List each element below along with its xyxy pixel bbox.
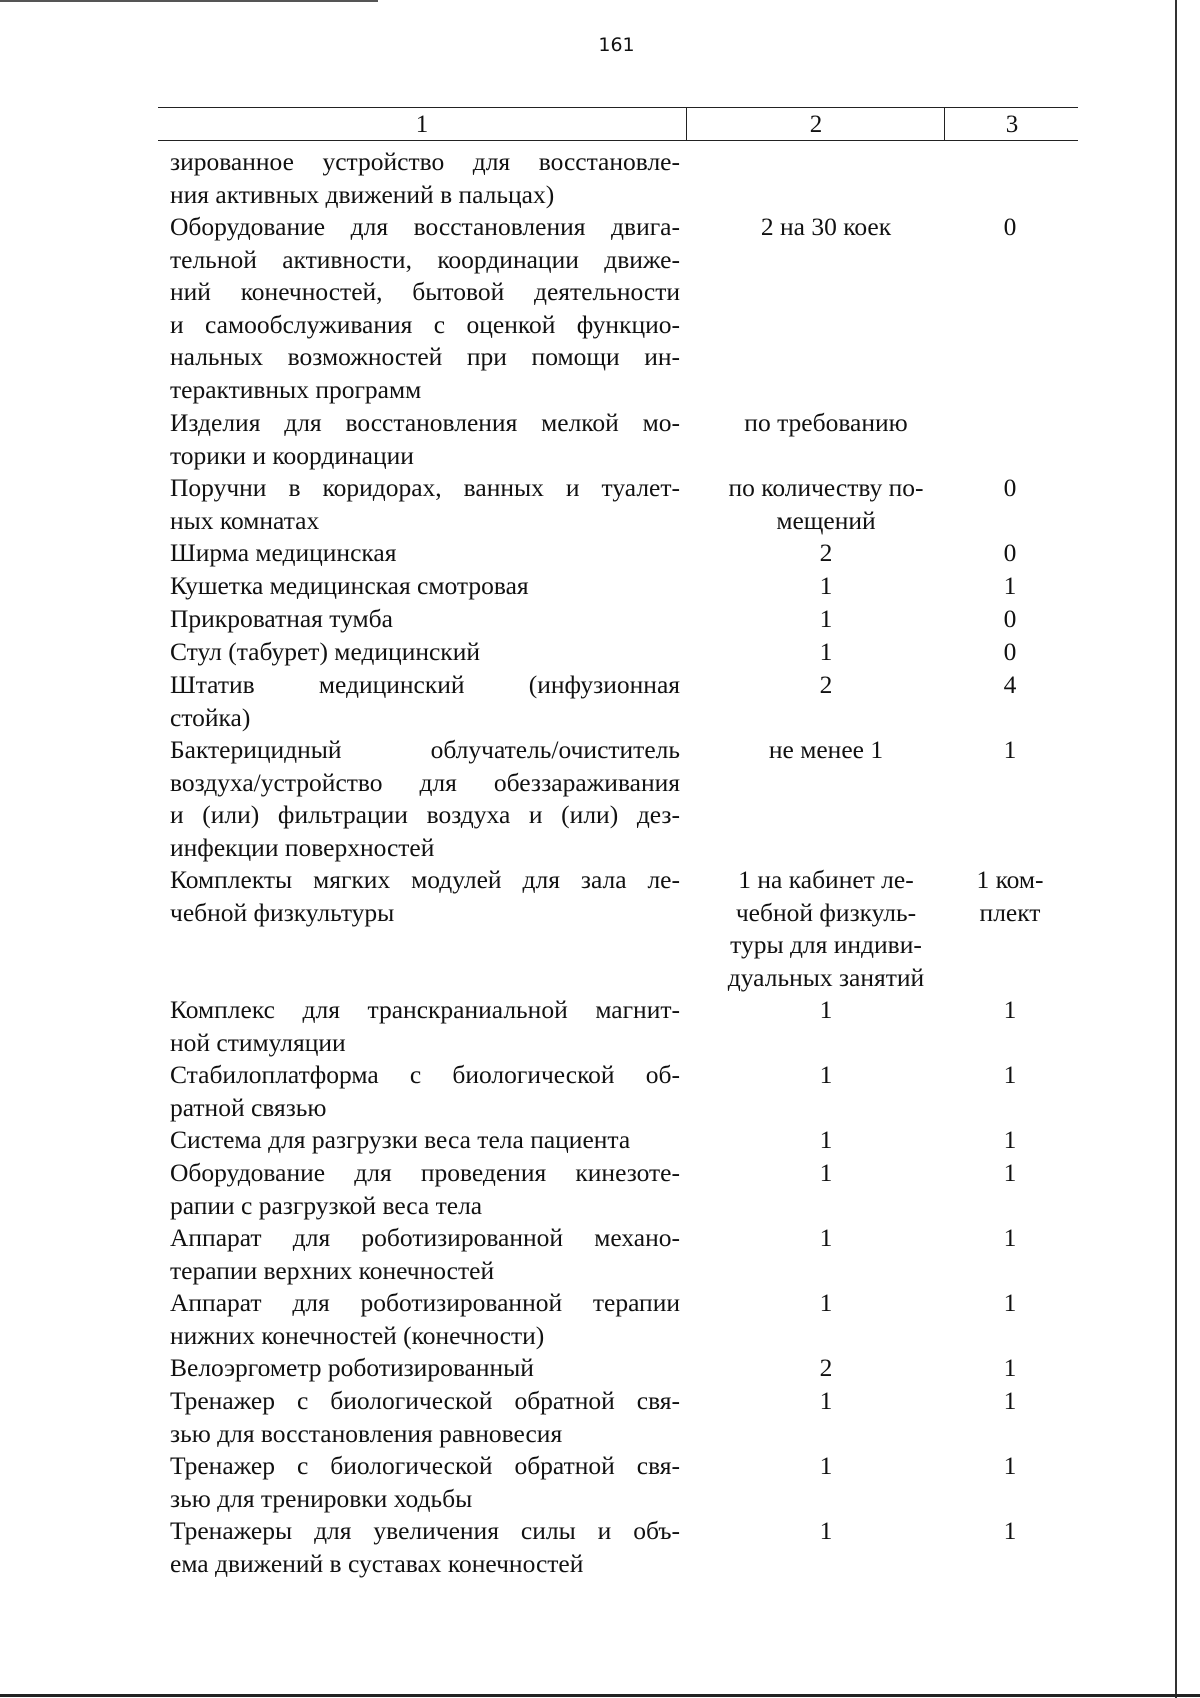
item-column-3: 0 [1003, 212, 1017, 241]
item-quantity: 1 [819, 571, 833, 600]
item-name: Стул (табурет) медицинский [170, 637, 480, 666]
table-row [170, 537, 1050, 570]
item-name: Аппарат для роботизированной механо- терапии верхних конечностей [170, 1223, 680, 1285]
item-name: Изделия для восстановления мелкой мо- торики и координации [170, 408, 680, 470]
item-column-3: 1 [1003, 1158, 1017, 1187]
item-column-3: 1 [1003, 735, 1017, 764]
table-row [170, 1352, 1050, 1385]
item-quantity: 2 [819, 670, 833, 699]
item-name: Тренажер с биологической обратной свя- зью для тренировки ходьбы [170, 1451, 680, 1513]
item-column-3: 0 [1003, 538, 1017, 567]
item-quantity: 1 на кабинет ле- чебной физкуль- туры для индиви- дуальных занятий [727, 865, 925, 992]
item-name: Ширма медицинская [170, 538, 397, 567]
table-row [170, 1287, 1050, 1352]
scan-border-right [1175, 0, 1177, 1698]
item-quantity: 2 [819, 538, 833, 567]
item-column-3: 1 [1003, 1288, 1017, 1317]
item-name: Бактерицидный облучатель/очиститель воздуха/устройство для обеззараживания и (или) фильтрации воздуха и (или) дез- инфекции поверхностей [170, 735, 680, 862]
item-column-3: 1 [1003, 571, 1017, 600]
item-name: Оборудование для проведения кинезоте- рапии с разгрузкой веса тела [170, 1158, 680, 1220]
table-row [170, 211, 1050, 407]
item-quantity: по количеству по- мещений [728, 473, 924, 535]
table-row [170, 669, 1050, 734]
item-quantity: 1 [819, 604, 833, 633]
scan-border-bottom [0, 1694, 1200, 1697]
item-quantity: 1 [819, 1060, 833, 1089]
table-row [170, 734, 1050, 864]
table-row [170, 1515, 1050, 1580]
item-quantity: 2 на 30 коек [760, 212, 892, 241]
item-column-3: 1 [1003, 1223, 1017, 1252]
item-name: Комплекты мягких модулей для зала ле- чебной физкультуры [170, 865, 680, 927]
table-row [170, 407, 1050, 472]
item-name: Поручни в коридорах, ванных и туалет- ных комнатах [170, 473, 680, 535]
item-name: Прикроватная тумба [170, 604, 393, 633]
item-column-3: 0 [1003, 473, 1017, 502]
item-column-3: 1 [1003, 1516, 1017, 1545]
table-row [170, 570, 1050, 603]
item-quantity: 1 [819, 995, 833, 1024]
table-row [170, 1385, 1050, 1450]
header-col-2: 2 [686, 108, 945, 140]
item-quantity: 1 [819, 1288, 833, 1317]
table-row [170, 1157, 1050, 1222]
item-column-3: 1 [1003, 1125, 1017, 1154]
header-col-3: 3 [944, 108, 1079, 140]
header-col-1: 1 [415, 111, 429, 138]
page-number: 161 [598, 34, 635, 56]
item-name: Штатив медицинский (инфузионная стойка) [170, 670, 680, 732]
item-quantity: 1 [819, 1125, 833, 1154]
item-column-3: 1 [1003, 1386, 1017, 1415]
table-row [170, 472, 1050, 537]
table-row [170, 1222, 1050, 1287]
item-quantity: не менее 1 [768, 735, 884, 764]
item-column-3: 0 [1003, 637, 1017, 666]
table-row [170, 603, 1050, 636]
item-name: Оборудование для восстановления двига- тельной активности, координации движе- ний конечностей, бытовой деятельности и самообслуживания с оценкой функцио- нальных возможностей при помощи ин- терактивных программ [170, 212, 680, 404]
item-column-3: 1 [1003, 1060, 1017, 1089]
item-column-3: 1 ком- плект [976, 865, 1044, 927]
table-header [158, 107, 1078, 141]
item-quantity: 1 [819, 1386, 833, 1415]
item-quantity: по требованию [744, 408, 908, 437]
item-name: Стабилоплатформа с биологической об- ратной связью [170, 1060, 680, 1122]
table-row [170, 864, 1050, 994]
item-quantity: 1 [819, 1158, 833, 1187]
table-row [170, 1059, 1050, 1124]
scan-border-top [0, 0, 378, 2]
item-quantity: 1 [819, 1516, 833, 1545]
table-row [170, 994, 1050, 1059]
item-name: Комплекс для транскраниальной магнит- ной стимуляции [170, 995, 680, 1057]
item-name: Тренажеры для увеличения силы и объ- ема движений в суставах конечностей [170, 1516, 680, 1578]
item-name: Система для разгрузки веса тела пациента [170, 1125, 631, 1154]
table-row [170, 1124, 1050, 1157]
item-column-3: 1 [1003, 995, 1017, 1024]
item-quantity: 1 [819, 1451, 833, 1480]
item-name: Тренажер с биологической обратной свя- зью для восстановления равновесия [170, 1386, 680, 1448]
item-name: Велоэргометр роботизированный [170, 1353, 534, 1382]
item-name: зированное устройство для восстановле- ния активных движений в пальцах) [170, 147, 680, 209]
item-quantity: 1 [819, 1223, 833, 1252]
table-row [170, 1450, 1050, 1515]
table-row [170, 636, 1050, 669]
table-row [170, 146, 1050, 211]
item-column-3: 0 [1003, 604, 1017, 633]
item-name: Кушетка медицинская смотровая [170, 571, 529, 600]
item-name: Аппарат для роботизированной терапии нижних конечностей (конечности) [170, 1288, 680, 1350]
table-body [170, 146, 1050, 1580]
item-column-3: 1 [1003, 1353, 1017, 1382]
item-column-3: 1 [1003, 1451, 1017, 1480]
item-quantity: 1 [819, 637, 833, 666]
item-column-3: 4 [1003, 670, 1017, 699]
item-quantity: 2 [819, 1353, 833, 1382]
